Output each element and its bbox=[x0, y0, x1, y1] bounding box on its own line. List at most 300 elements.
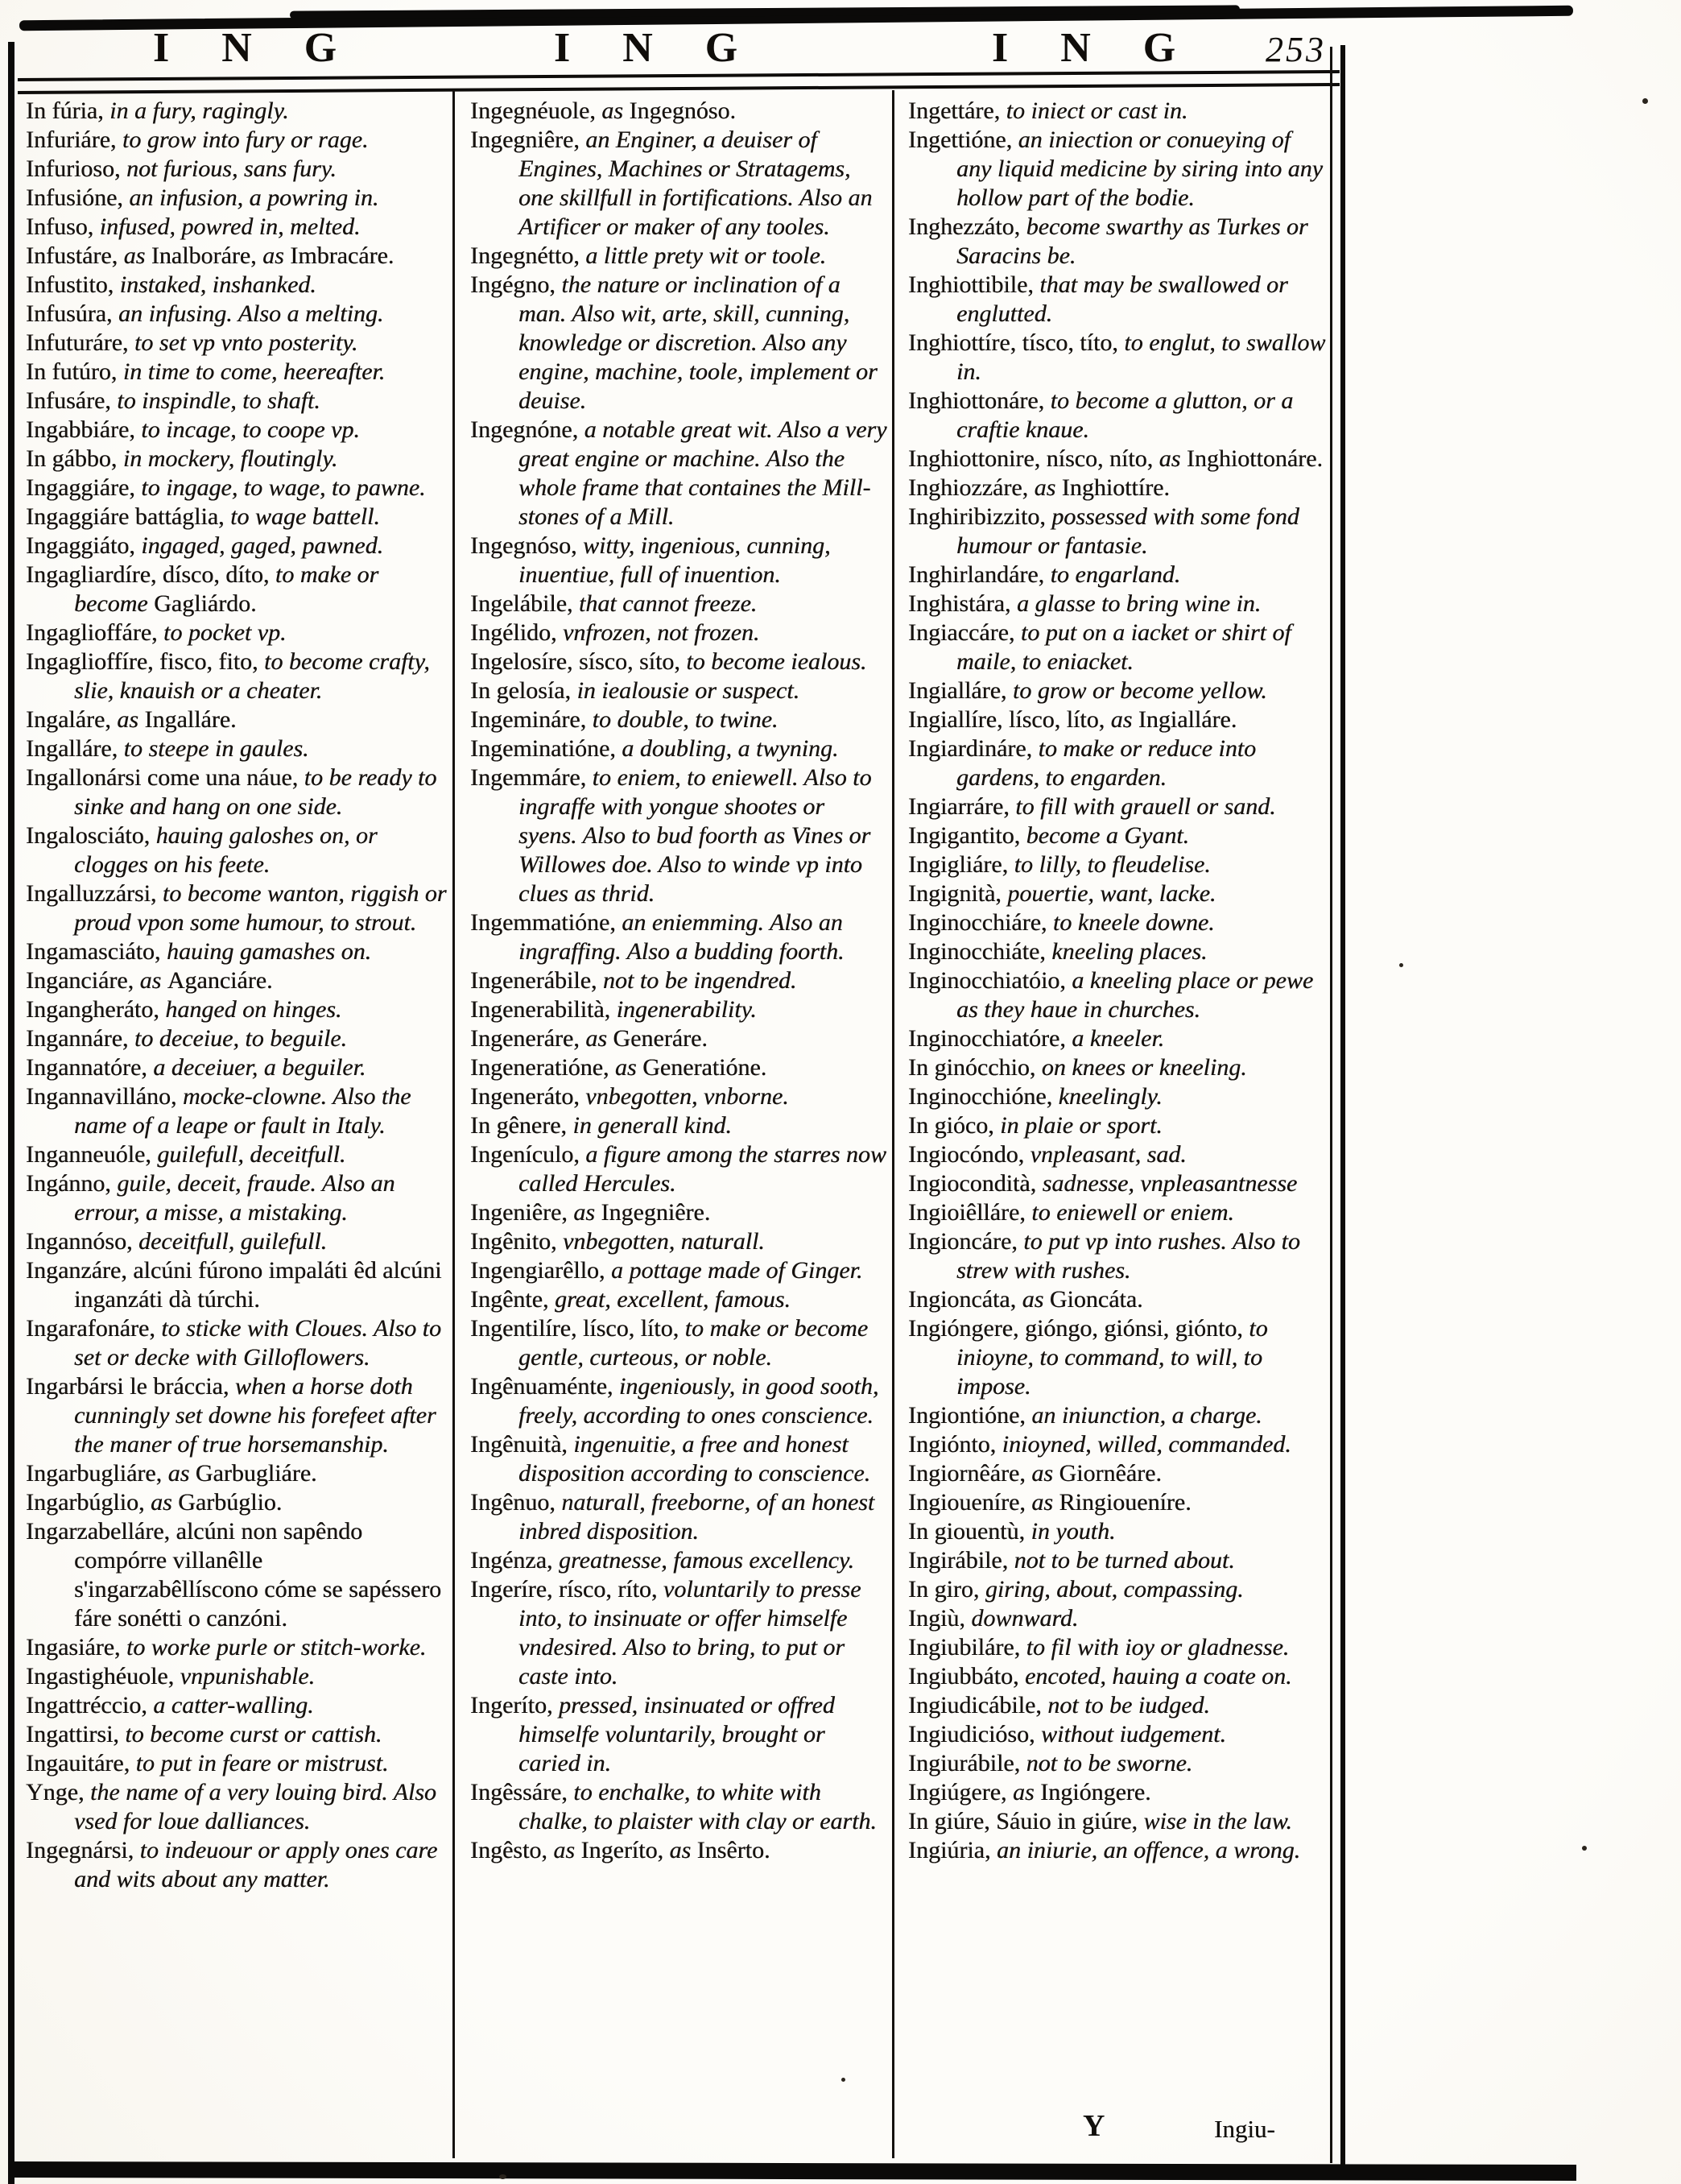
dictionary-entry bbox=[470, 763, 887, 908]
entry-gloss: a catter-walling. bbox=[153, 1692, 314, 1719]
entry-headword: Ingelosíre, sísco, síto, bbox=[470, 648, 687, 675]
entry-gloss: to be ready to sinke and hang on one side. bbox=[74, 764, 437, 820]
entry-gloss: a doubling, a twyning. bbox=[622, 735, 839, 762]
dictionary-entry bbox=[908, 1517, 1327, 1546]
dictionary-entry bbox=[26, 734, 448, 763]
dictionary-entry bbox=[908, 1749, 1327, 1778]
entry-headword: Inghiottonáre. bbox=[1186, 445, 1323, 472]
entry-headword: Ingióngere. bbox=[1040, 1779, 1151, 1806]
dictionary-entry bbox=[26, 1749, 448, 1778]
dictionary-entry bbox=[908, 850, 1327, 879]
entry-gloss: as bbox=[573, 1199, 601, 1226]
dictionary-entry bbox=[908, 1488, 1327, 1517]
entry-headword: Infustito, bbox=[26, 271, 120, 298]
entry-gloss: the name of a very louing bird. Also vsed for loue dalliances. bbox=[74, 1779, 436, 1834]
dictionary-entry bbox=[908, 1024, 1327, 1053]
entry-gloss: as bbox=[1012, 1779, 1041, 1806]
entry-gloss: a kneeler. bbox=[1072, 1025, 1165, 1052]
entry-headword: Ingiaccáre, bbox=[908, 619, 1021, 646]
entry-headword: Ingemmáre, bbox=[470, 764, 593, 791]
entry-headword: In gióco, bbox=[908, 1112, 1001, 1139]
dictionary-entry bbox=[26, 1082, 448, 1140]
dictionary-entry bbox=[908, 560, 1327, 589]
entry-headword: Ingannatóre, bbox=[26, 1054, 154, 1081]
dictionary-entry bbox=[908, 126, 1327, 213]
dictionary-entry bbox=[26, 647, 448, 705]
entry-headword: Ingegnétto, bbox=[470, 242, 586, 269]
dictionary-entry bbox=[26, 705, 448, 734]
entry-gloss: as bbox=[262, 242, 291, 269]
entry-gloss: to become a glutton, or a craftie knaue. bbox=[956, 387, 1294, 443]
entry-gloss: without iudgement. bbox=[1041, 1721, 1226, 1748]
entry-gloss: greatnesse, famous excellency. bbox=[558, 1547, 855, 1574]
entry-headword: Ingélido, bbox=[470, 619, 563, 646]
entry-headword: Ingeniêre, bbox=[470, 1199, 574, 1226]
entry-headword: Ingiocóndo, bbox=[908, 1141, 1030, 1168]
dictionary-entry bbox=[908, 1459, 1327, 1488]
entry-headword: Ingeríre, rísco, ríto, bbox=[470, 1576, 663, 1603]
entry-headword: Ingemmatióne, bbox=[470, 909, 622, 936]
dictionary-entry bbox=[26, 618, 448, 647]
dictionary-entry bbox=[908, 387, 1327, 445]
entry-gloss: as bbox=[614, 1054, 643, 1081]
entry-gloss: ingeniously, in good sooth, freely, according to ones conscience. bbox=[518, 1373, 879, 1429]
entry-gloss: possessed with some fond humour or fantasie. bbox=[956, 503, 1299, 559]
entry-gloss: to worke purle or stitch-worke. bbox=[126, 1634, 427, 1661]
entry-headword: Ingengiarêllo, bbox=[470, 1257, 611, 1284]
entry-gloss: to kneele downe. bbox=[1052, 909, 1215, 936]
dictionary-entry bbox=[26, 1024, 448, 1053]
dictionary-entry bbox=[26, 445, 448, 474]
dictionary-entry bbox=[908, 1198, 1327, 1227]
entry-gloss: as bbox=[1159, 445, 1187, 472]
entry-gloss: in iealousie or suspect. bbox=[576, 677, 800, 704]
dictionary-entry bbox=[908, 879, 1327, 908]
dictionary-entry bbox=[26, 532, 448, 560]
entry-headword: Ingeminatióne, bbox=[470, 735, 622, 762]
entry-headword: Ingiúgere, bbox=[908, 1779, 1013, 1806]
entry-headword: Infusáre, bbox=[26, 387, 118, 414]
signature-mark: Y bbox=[1083, 2109, 1105, 2143]
entry-gloss: in mockery, floutingly. bbox=[122, 445, 338, 472]
dictionary-entry bbox=[908, 966, 1327, 1024]
entry-gloss: that may be swallowed or englutted. bbox=[956, 271, 1288, 327]
dictionary-entry bbox=[908, 97, 1327, 126]
entry-gloss: as bbox=[1034, 474, 1062, 501]
dictionary-entry bbox=[908, 821, 1327, 850]
entry-headword: Ingiallíre, lísco, líto, bbox=[908, 706, 1111, 733]
entry-headword: Ingégno, bbox=[470, 271, 562, 298]
dictionary-entry bbox=[26, 474, 448, 503]
entry-headword: Ingarafonáre, bbox=[26, 1315, 162, 1342]
entry-headword: Ingannóso, bbox=[26, 1228, 138, 1255]
entry-gloss: infused, powred in, melted. bbox=[99, 213, 361, 240]
entry-headword: Ingallonársi come una náue, bbox=[26, 764, 304, 791]
dictionary-entry bbox=[26, 1140, 448, 1169]
entry-gloss: that cannot freeze. bbox=[578, 590, 758, 617]
entry-gloss: become swarthy as Turkes or Saracins be. bbox=[956, 213, 1308, 269]
dictionary-entry bbox=[26, 1488, 448, 1517]
dictionary-entry bbox=[470, 1285, 887, 1314]
entry-headword: Ingêssáre, bbox=[470, 1779, 574, 1806]
dictionary-entry bbox=[908, 1111, 1327, 1140]
entry-gloss: to iniect or cast in. bbox=[1006, 97, 1188, 124]
dictionary-entry bbox=[26, 242, 448, 271]
dictionary-entry bbox=[908, 1720, 1327, 1749]
entry-headword: In gábbo, bbox=[26, 445, 123, 472]
entry-headword: Gagliárdo. bbox=[154, 590, 257, 617]
dictionary-entry bbox=[26, 1517, 448, 1633]
running-title: I N G bbox=[992, 25, 1197, 71]
entry-headword: Ingamasciáto, bbox=[26, 938, 167, 965]
right-margin-rule bbox=[1330, 47, 1332, 2163]
dictionary-entry bbox=[470, 126, 887, 242]
entry-headword: Ingattréccio, bbox=[26, 1692, 154, 1719]
entry-gloss: as bbox=[585, 1025, 613, 1052]
entry-gloss: to fil with ioy or gladnesse. bbox=[1026, 1634, 1290, 1661]
entry-headword: In giro, bbox=[908, 1576, 985, 1603]
entry-gloss: to grow into fury or rage. bbox=[122, 126, 369, 153]
entry-gloss: not furious, sans fury. bbox=[126, 155, 337, 182]
entry-gloss: to wage battell. bbox=[230, 503, 380, 530]
entry-headword: Ingiubbáto, bbox=[908, 1663, 1025, 1690]
entry-headword: Ingarbársi le bráccia, bbox=[26, 1373, 235, 1400]
entry-gloss: when a horse doth cunningly set downe his forefeet after the maner of true horsemanship. bbox=[74, 1373, 436, 1458]
dictionary-entry bbox=[908, 503, 1327, 560]
entry-headword: Ingalláre. bbox=[144, 706, 237, 733]
entry-gloss: to put in feare or mistrust. bbox=[135, 1750, 389, 1777]
dictionary-entry bbox=[26, 271, 448, 300]
entry-headword: Infurioso, bbox=[26, 155, 126, 182]
entry-gloss: to indeuour or apply ones care and wits about any matter. bbox=[74, 1837, 438, 1892]
running-title: I N G bbox=[554, 25, 759, 71]
entry-gloss: as bbox=[669, 1837, 697, 1863]
entry-gloss: as bbox=[1031, 1460, 1059, 1487]
dictionary-entry bbox=[26, 763, 448, 821]
entry-headword: Inghezzáto, bbox=[908, 213, 1026, 240]
entry-gloss: pressed, insinuated or offred himselfe voluntarily, brought or caried in. bbox=[518, 1692, 835, 1777]
entry-headword: Ingeneráre, bbox=[470, 1025, 586, 1052]
dictionary-entry bbox=[470, 1546, 887, 1575]
dictionary-entry bbox=[908, 1401, 1327, 1430]
dictionary-entry bbox=[908, 1778, 1327, 1807]
dictionary-entry bbox=[26, 358, 448, 387]
dictionary-entry bbox=[26, 126, 448, 155]
dictionary-entry bbox=[908, 329, 1327, 387]
entry-gloss: to become curst or cattish. bbox=[125, 1721, 382, 1748]
dictionary-entry bbox=[908, 474, 1327, 503]
entry-gloss: hanged on hinges. bbox=[165, 996, 342, 1023]
dictionary-entry bbox=[26, 1372, 448, 1459]
page-left-edge bbox=[8, 42, 14, 2184]
entry-headword: Ingauitáre, bbox=[26, 1750, 136, 1777]
entry-headword: Inghiottíre, tísco, títo, bbox=[908, 329, 1125, 356]
entry-headword: Generatióne. bbox=[642, 1054, 767, 1081]
entry-gloss: not to be sworne. bbox=[1026, 1750, 1193, 1777]
entry-headword: Ingigantito, bbox=[908, 822, 1026, 849]
entry-gloss: as bbox=[553, 1837, 581, 1863]
entry-headword: Infusúra, bbox=[26, 300, 118, 327]
dictionary-entry bbox=[26, 1169, 448, 1227]
dictionary-entry bbox=[26, 387, 448, 416]
entry-gloss: to pocket vp. bbox=[163, 619, 287, 646]
entry-gloss: to become crafty, slie, knauish or a cheater. bbox=[74, 648, 430, 704]
entry-headword: Ingaglioffíre, fisco, fito, bbox=[26, 648, 265, 675]
entry-gloss: vnbegotten, naturall. bbox=[562, 1228, 765, 1255]
dictionary-entry bbox=[26, 1053, 448, 1082]
entry-headword: Ingarbúglio, bbox=[26, 1489, 151, 1516]
dictionary-entry bbox=[908, 1430, 1327, 1459]
dictionary-entry bbox=[908, 1140, 1327, 1169]
entry-gloss: become a Gyant. bbox=[1026, 822, 1190, 849]
entry-headword: Ingênuo, bbox=[470, 1489, 562, 1516]
dictionary-entry bbox=[26, 213, 448, 242]
dictionary-entry bbox=[26, 1662, 448, 1691]
dictionary-entry bbox=[908, 676, 1327, 705]
entry-headword: In ginócchio, bbox=[908, 1054, 1042, 1081]
entry-headword: Ingiurábile, bbox=[908, 1750, 1026, 1777]
dictionary-entry bbox=[26, 1256, 448, 1314]
dictionary-entry bbox=[26, 1836, 448, 1894]
entry-gloss: witty, ingenious, cunning, inuentiue, full of inuention. bbox=[518, 532, 831, 588]
dictionary-entry bbox=[470, 1256, 887, 1285]
entry-headword: Ingênuità, bbox=[470, 1431, 574, 1458]
entry-headword: Ingirábile, bbox=[908, 1547, 1014, 1574]
entry-gloss: an iniurie, an offence, a wrong. bbox=[996, 1837, 1301, 1863]
dictionary-entry bbox=[908, 908, 1327, 937]
entry-headword: Inghiottonáre, bbox=[908, 387, 1051, 414]
dictionary-entry bbox=[26, 155, 448, 184]
entry-headword: Inganciáre, bbox=[26, 967, 140, 994]
right-margin-rule-outer bbox=[1340, 45, 1345, 2165]
dictionary-entry bbox=[908, 1575, 1327, 1604]
entry-gloss: to set vp vnto posterity. bbox=[134, 329, 358, 356]
entry-headword: Ingiudicióso, bbox=[908, 1721, 1041, 1748]
entry-headword: Aganciáre. bbox=[167, 967, 273, 994]
entry-gloss: deceitfull, guilefull. bbox=[138, 1228, 328, 1255]
entry-headword: Ingeríto, bbox=[580, 1837, 670, 1863]
entry-gloss: on knees or kneeling. bbox=[1041, 1054, 1247, 1081]
entry-headword: Inginocchiáte, bbox=[908, 938, 1052, 965]
dictionary-entry bbox=[470, 271, 887, 416]
entry-gloss: vnpunishable. bbox=[180, 1663, 316, 1690]
entry-headword: In gênere, bbox=[470, 1112, 573, 1139]
entry-gloss: sadnesse, vnpleasantnesse bbox=[1042, 1170, 1298, 1197]
entry-gloss: to make or become gentle, curteous, or noble. bbox=[518, 1315, 869, 1371]
entry-headword: Inginocchiáre, bbox=[908, 909, 1053, 936]
entry-headword: Ingênte, bbox=[470, 1286, 555, 1313]
dictionary-column-1 bbox=[26, 97, 448, 2160]
entry-headword: Inganzáre, alcúni fúrono impaláti êd alcúni inganzáti dà túrchi. bbox=[26, 1257, 442, 1313]
entry-gloss: in generall kind. bbox=[572, 1112, 732, 1139]
entry-gloss: a kneeling place or pewe as they haue in churches. bbox=[956, 967, 1314, 1023]
entry-headword: In giouentù, bbox=[908, 1518, 1031, 1545]
entry-gloss: to inioyne, to command, to will, to impose. bbox=[956, 1315, 1268, 1400]
entry-gloss: naturall, freeborne, of an honest inbred disposition. bbox=[518, 1489, 875, 1545]
entry-gloss: giring, about, compassing. bbox=[985, 1576, 1244, 1603]
dictionary-entry bbox=[470, 1430, 887, 1488]
dictionary-entry bbox=[26, 416, 448, 445]
dictionary-entry bbox=[470, 1372, 887, 1430]
column-divider-rule bbox=[452, 90, 455, 2158]
dictionary-entry bbox=[470, 1024, 887, 1053]
entry-headword: Ingasiáre, bbox=[26, 1634, 126, 1661]
entry-headword: Ingioiêlláre, bbox=[908, 1199, 1032, 1226]
entry-headword: Inalboráre, bbox=[151, 242, 263, 269]
entry-headword: Imbracáre. bbox=[290, 242, 394, 269]
dictionary-entry bbox=[908, 1807, 1327, 1836]
entry-gloss: to put vp into rushes. Also to strew with rushes. bbox=[956, 1228, 1300, 1284]
ink-speck bbox=[499, 2174, 506, 2179]
entry-headword: Ingaggiáto, bbox=[26, 532, 142, 559]
dictionary-entry bbox=[908, 1227, 1327, 1285]
entry-headword: Ingiúria, bbox=[908, 1837, 997, 1863]
entry-gloss: a pottage made of Ginger. bbox=[610, 1257, 863, 1284]
dictionary-entry bbox=[470, 97, 887, 126]
entry-gloss: to incage, to coope vp. bbox=[141, 416, 360, 443]
entry-headword: Inginocchióne, bbox=[908, 1083, 1059, 1110]
entry-headword: Ingettióne, bbox=[908, 126, 1018, 153]
entry-headword: Ingiornêáre, bbox=[908, 1460, 1032, 1487]
entry-gloss: to eniem, to eniewell. Also to ingraffe with yongue shootes or syens. Also to bud foorth as Vines or Willowes doe. Also to winde vp into clues as thrid. bbox=[518, 764, 872, 907]
entry-headword: Ingioncáta, bbox=[908, 1286, 1022, 1313]
entry-headword: Inghirlandáre, bbox=[908, 561, 1051, 588]
entry-headword: Inghiottibile, bbox=[908, 271, 1040, 298]
entry-headword: Ingialláre, bbox=[908, 677, 1013, 704]
entry-gloss: vnfrozen, not frozen. bbox=[562, 619, 760, 646]
entry-gloss: hauing gamashes on. bbox=[166, 938, 372, 965]
entry-gloss: to double, to twine. bbox=[592, 706, 779, 733]
entry-headword: Inghiottíre. bbox=[1061, 474, 1170, 501]
entry-gloss: vnbegotten, vnborne. bbox=[585, 1083, 789, 1110]
entry-gloss: as bbox=[1031, 1489, 1059, 1516]
entry-gloss: guilefull, deceitfull. bbox=[157, 1141, 346, 1168]
dictionary-entry bbox=[908, 271, 1327, 329]
dictionary-entry bbox=[470, 1198, 887, 1227]
dictionary-entry bbox=[908, 1604, 1327, 1633]
entry-headword: Ingeneratióne, bbox=[470, 1054, 615, 1081]
entry-gloss: as bbox=[139, 967, 167, 994]
entry-gloss: a glasse to bring wine in. bbox=[1016, 590, 1262, 617]
entry-headword: Ingalláre, bbox=[26, 735, 124, 762]
ink-speck bbox=[841, 2078, 845, 2082]
entry-gloss: to eniewell or eniem. bbox=[1031, 1199, 1234, 1226]
entry-headword: Ingegnóso, bbox=[470, 532, 583, 559]
entry-headword: Ingiù, bbox=[908, 1605, 972, 1632]
entry-gloss: an infusion, a powring in. bbox=[129, 184, 379, 211]
entry-gloss: an eniemming. Also an ingraffing. Also a budding foorth. bbox=[518, 909, 845, 965]
entry-headword: Ingaglioffáre, bbox=[26, 619, 164, 646]
entry-gloss: the nature or inclination of a man. Also wit, arte, skill, cunning, knowledge or discretion. Also any engine, machine, toole, implement or deuise. bbox=[518, 271, 878, 414]
entry-headword: Ynge, bbox=[26, 1779, 90, 1806]
dictionary-entry bbox=[908, 1285, 1327, 1314]
entry-headword: Ingênuaménte, bbox=[470, 1373, 619, 1400]
dictionary-entry bbox=[470, 618, 887, 647]
dictionary-column-3 bbox=[908, 97, 1327, 2160]
entry-gloss: as bbox=[167, 1460, 196, 1487]
entry-gloss: to make or become bbox=[74, 561, 379, 617]
entry-gloss: to make or reduce into gardens, to engarden. bbox=[956, 735, 1257, 791]
entry-headword: Ingarbugliáre, bbox=[26, 1460, 168, 1487]
entry-headword: Ingióngere, gióngo, giónsi, giónto, bbox=[908, 1315, 1249, 1342]
entry-gloss: instaked, inshanked. bbox=[119, 271, 316, 298]
dictionary-entry bbox=[908, 792, 1327, 821]
entry-headword: Ingioueníre, bbox=[908, 1489, 1032, 1516]
entry-gloss: an iniection or conueying of any liquid medicine by siring into any hollow part of the bodie. bbox=[956, 126, 1323, 211]
entry-headword: Infuso, bbox=[26, 213, 100, 240]
dictionary-entry bbox=[908, 618, 1327, 676]
entry-gloss: to sticke with Cloues. Also to set or decke with Gilloflowers. bbox=[74, 1315, 442, 1371]
dictionary-entry bbox=[470, 995, 887, 1024]
entry-headword: Giornêáre. bbox=[1059, 1460, 1162, 1487]
entry-headword: Ingegniêre. bbox=[601, 1199, 711, 1226]
entry-headword: Ingánno, bbox=[26, 1170, 118, 1197]
entry-headword: Inginocchiatóre, bbox=[908, 1025, 1072, 1052]
entry-gloss: a figure among the starres now called Hercules. bbox=[518, 1141, 886, 1197]
entry-gloss: ingenuitie, a free and honest disposition according to conscience. bbox=[518, 1431, 871, 1487]
entry-headword: Ingentilíre, lísco, líto, bbox=[470, 1315, 685, 1342]
dictionary-entry bbox=[470, 1227, 887, 1256]
entry-headword: Ingiontióne, bbox=[908, 1402, 1032, 1429]
entry-headword: Ingaggiáre battáglia, bbox=[26, 503, 231, 530]
entry-headword: Ingegniêre, bbox=[470, 126, 586, 153]
entry-headword: Garbugliáre. bbox=[195, 1460, 317, 1487]
entry-headword: Ingénza, bbox=[470, 1547, 559, 1574]
entry-headword: In futúro, bbox=[26, 358, 123, 385]
entry-headword: Garbúglio. bbox=[178, 1489, 283, 1516]
dictionary-entry bbox=[470, 1053, 887, 1082]
entry-gloss: inioyned, willed, commanded. bbox=[1002, 1431, 1291, 1458]
entry-headword: Ingannavilláno, bbox=[26, 1083, 183, 1110]
entry-gloss: to englut, to swallow in. bbox=[956, 329, 1326, 385]
catchword: Ingiu- bbox=[1214, 2115, 1275, 2143]
dictionary-entry bbox=[908, 1082, 1327, 1111]
entry-gloss: in time to come, heereafter. bbox=[122, 358, 386, 385]
dictionary-entry bbox=[908, 1836, 1327, 1865]
entry-headword: Ingigliáre, bbox=[908, 851, 1014, 878]
entry-gloss: to steepe in gaules. bbox=[123, 735, 309, 762]
dictionary-entry bbox=[908, 1546, 1327, 1575]
entry-headword: Infusióne, bbox=[26, 184, 130, 211]
dictionary-entry bbox=[908, 1169, 1327, 1198]
entry-gloss: wise in the law. bbox=[1143, 1808, 1292, 1834]
dictionary-entry bbox=[470, 966, 887, 995]
entry-headword: Ingignità, bbox=[908, 880, 1008, 907]
entry-headword: In gelosía, bbox=[470, 677, 577, 704]
dictionary-entry bbox=[470, 589, 887, 618]
entry-headword: Ingegnéuole, bbox=[470, 97, 602, 124]
entry-headword: Ingalluzzársi, bbox=[26, 880, 163, 907]
entry-gloss: to ingage, to wage, to pawne. bbox=[141, 474, 426, 501]
entry-headword: Ingiarráre, bbox=[908, 793, 1016, 820]
entry-gloss: as bbox=[150, 1489, 179, 1516]
ink-speck bbox=[1582, 1846, 1587, 1851]
dictionary-entry bbox=[908, 1633, 1327, 1662]
ink-speck bbox=[1642, 98, 1648, 104]
entry-headword: Ingiudicábile, bbox=[908, 1692, 1048, 1719]
entry-headword: Inginocchiatóio, bbox=[908, 967, 1072, 994]
entry-headword: In giúre, Sáuio in giúre, bbox=[908, 1808, 1144, 1834]
entry-gloss: kneeling places. bbox=[1051, 938, 1208, 965]
dictionary-entry bbox=[26, 1459, 448, 1488]
entry-gloss: ingaged, gaged, pawned. bbox=[141, 532, 384, 559]
entry-gloss: guile, deceit, fraude. Also an errour, a misse, a mistaking. bbox=[74, 1170, 395, 1226]
entry-gloss: to lilly, to fleudelise. bbox=[1014, 851, 1211, 878]
entry-gloss: voluntarily to presse into, to insinuate or offer himselfe vndesired. Also to bring, to put or caste into. bbox=[518, 1576, 861, 1690]
entry-headword: Ingagliardíre, dísco, díto, bbox=[26, 561, 275, 588]
dictionary-entry bbox=[470, 908, 887, 966]
entry-gloss: not to be ingendred. bbox=[602, 967, 797, 994]
